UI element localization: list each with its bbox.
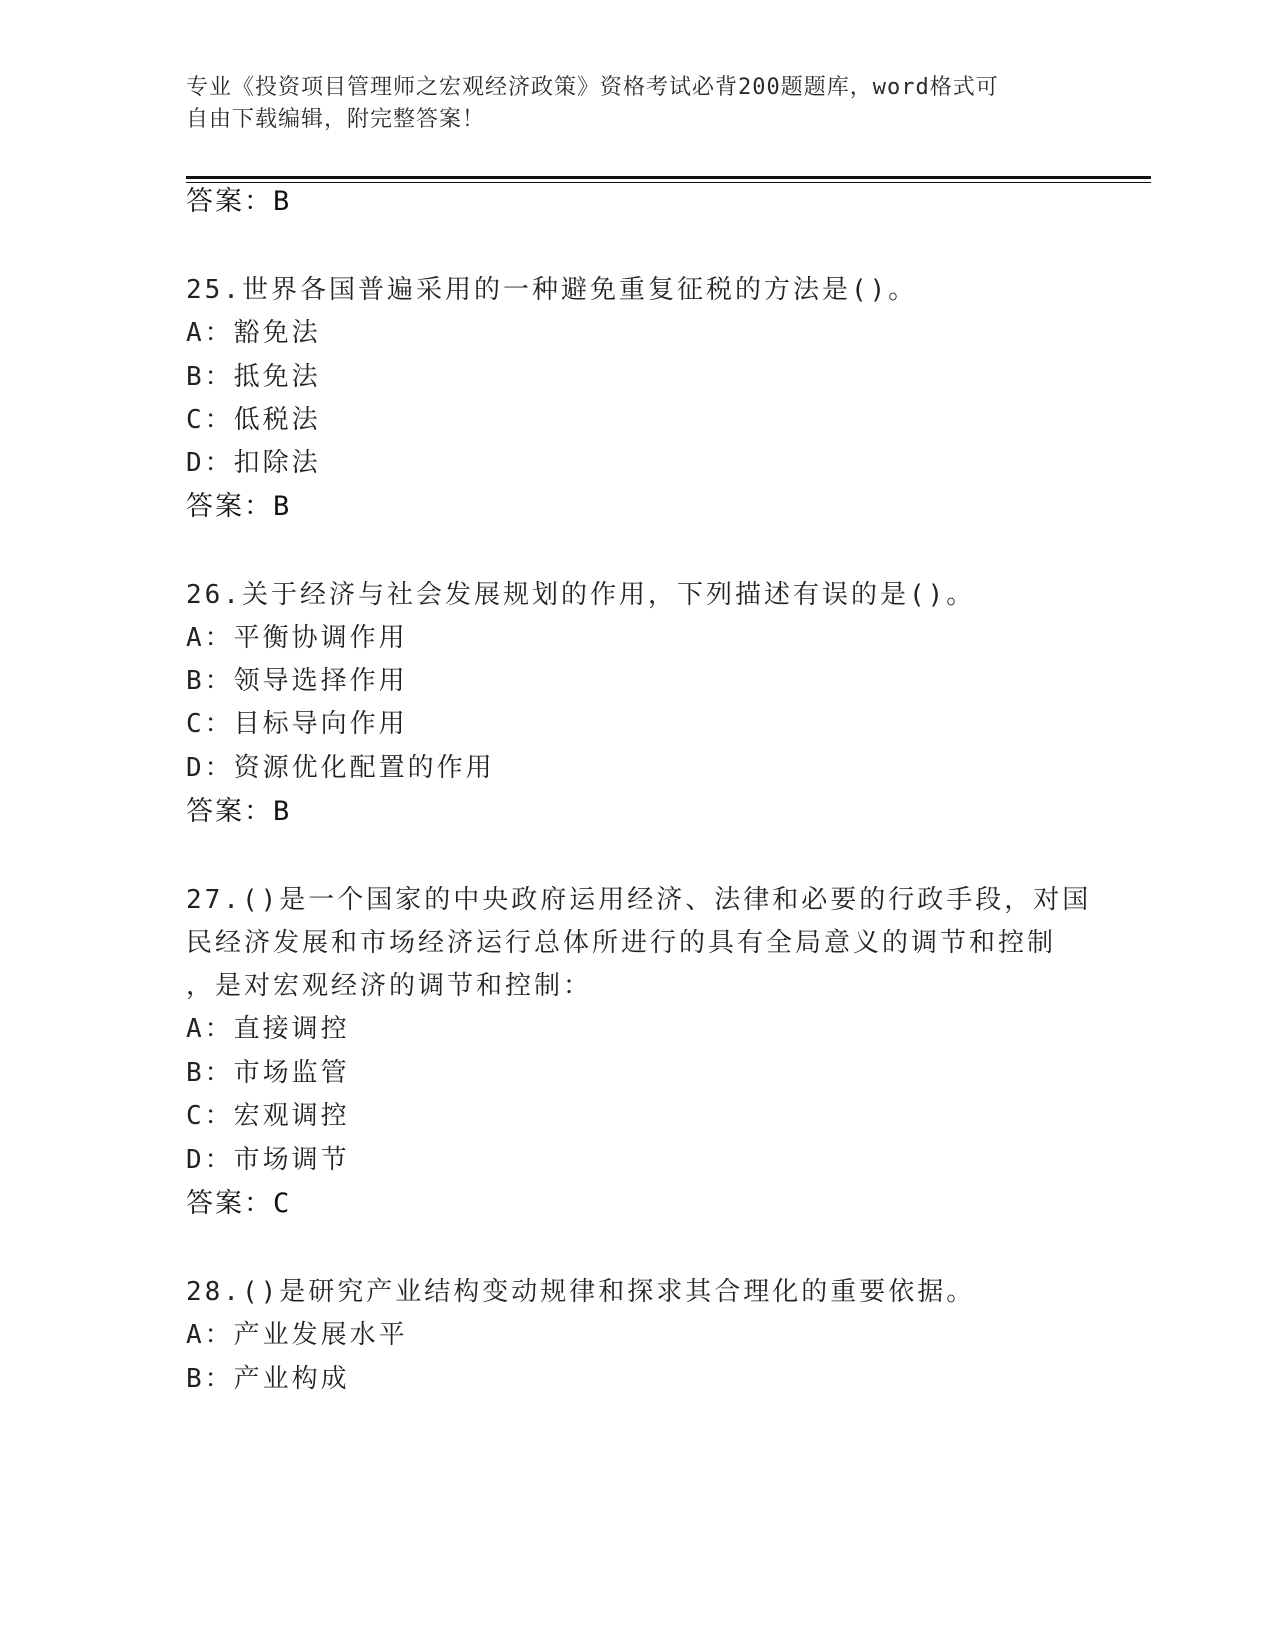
option-d: D：资源优化配置的作用 [186,753,495,783]
answer-value: B [273,186,292,217]
answer-value: C [273,1188,292,1219]
option-c: C：目标导向作用 [186,709,408,739]
question-stem-line-3: ，是对宏观经济的调节和控制： [186,971,593,1001]
question-stem-line-1: 27.()是一个国家的中央政府运用经济、法律和必要的行政手段，对国 [186,885,1092,915]
answer-value: B [273,796,292,827]
option-d: D：市场调节 [186,1145,350,1175]
header-line-2: 自由下载编辑，附完整答案！ [186,107,486,132]
option-b: B：抵免法 [186,362,321,392]
option-b: B：市场监管 [186,1058,350,1088]
question-stem: 28.()是研究产业结构变动规律和探求其合理化的重要依据。 [186,1277,976,1307]
option-a: A：产业发展水平 [186,1320,408,1350]
option-c: C：宏观调控 [186,1101,350,1131]
option-b: B：产业构成 [186,1364,350,1394]
answer-label: 答案： [186,796,273,827]
answer-line [186,795,291,829]
answer-line [186,185,291,219]
option-c: C：低税法 [186,405,321,435]
option-a: A：直接调控 [186,1014,350,1044]
question-stem: 25.世界各国普遍采用的一种避免重复征税的方法是()。 [186,275,918,305]
question-stem-line-2: 民经济发展和市场经济运行总体所进行的具有全局意义的调节和控制 [186,928,1057,958]
answer-label: 答案： [186,186,273,217]
option-a: A：豁免法 [186,318,321,348]
header-divider-thin [186,182,1151,183]
option-b: B：领导选择作用 [186,666,408,696]
answer-label: 答案： [186,1188,273,1219]
option-d: D：扣除法 [186,448,321,478]
answer-label: 答案： [186,491,273,522]
answer-value: B [273,491,292,522]
header-line-1: 专业《投资项目管理师之宏观经济政策》资格考试必背200题题库，word格式可 [186,75,999,100]
answer-line [186,490,291,524]
answer-line [186,1187,291,1221]
option-a: A：平衡协调作用 [186,623,408,653]
document-header [186,72,1066,136]
header-divider-thick [186,176,1151,179]
question-stem: 26.关于经济与社会发展规划的作用，下列描述有误的是()。 [186,580,976,610]
